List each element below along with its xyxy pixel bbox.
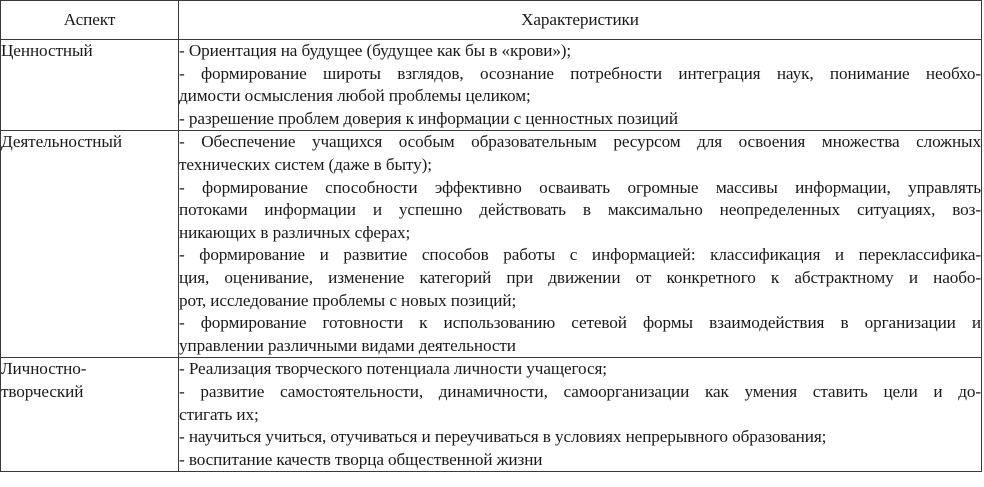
characteristic-line: - формирование широты взглядов, осознание потребности интеграция наук, понимание необхо-	[179, 63, 981, 83]
characteristic-line: - разрешение проблем доверия к информации с ценностных позиций	[179, 108, 679, 128]
characteristic-line: димости осмысления любой проблемы целиком;	[179, 86, 531, 106]
header-aspect: Аспект	[1, 1, 179, 40]
characteristic-line: технических систем (даже в быту);	[179, 154, 432, 174]
characteristic-line: никающих в различных сферах;	[179, 222, 411, 242]
characteristic-line: - формирование готовности к использованию сетевой формы взаимодействия в организации и	[179, 313, 981, 333]
aspect-cell	[1, 131, 179, 358]
table-body	[1, 40, 982, 472]
characteristics-cell	[179, 40, 982, 131]
aspect-text-line: Личностно-	[1, 359, 87, 379]
characteristic-line: - Ориентация на будущее (будущее как бы в «крови»);	[179, 41, 572, 60]
characteristic-line: - Обеспечение учащихся особым образовательным ресурсом для освоения множества сложных	[179, 132, 981, 152]
table-row	[1, 40, 982, 131]
characteristic-line: ция, оценивание, изменение категорий при движении от конкретного к абстрактному и наобо-	[179, 267, 981, 287]
characteristic-line: управлении различными видами деятельности	[179, 335, 516, 355]
characteristic-line: - Реализация творческого потенциала личности учащегося;	[179, 359, 607, 379]
header-characteristics: Характеристики	[179, 1, 982, 40]
aspect-text-line: творческий	[1, 381, 84, 401]
table-row	[1, 358, 982, 472]
table-row	[1, 131, 982, 358]
aspect-cell	[1, 40, 179, 131]
characteristic-line: - развитие самостоятельности, динамичности, самоорганизации как умения ставить цели и до-	[179, 381, 981, 401]
aspect-text-line: Ценностный	[1, 41, 93, 60]
characteristic-line: стигать их;	[179, 404, 259, 424]
header-row	[1, 1, 982, 40]
characteristics-cell	[179, 358, 982, 472]
characteristic-line: - формирование и развитие способов работы с информацией: классификация и переклассифика-	[179, 245, 981, 265]
characteristic-line: - воспитание качеств творца общественной жизни	[179, 449, 543, 469]
characteristics-cell	[179, 131, 982, 358]
characteristic-line: - формирование способности эффективно осваивать огромные массивы информации, управлять	[179, 177, 981, 197]
aspect-cell	[1, 358, 179, 472]
characteristic-line: рот, исследование проблемы с новых позиций;	[179, 290, 517, 310]
aspect-text-line: Деятельностный	[1, 132, 122, 152]
table-header	[1, 1, 982, 40]
characteristic-line: - научиться учиться, отучиваться и переучиваться в условиях непрерывного образования;	[179, 427, 827, 447]
characteristic-line: потоками информации и успешно действовать в максимально неопределенных ситуациях, воз-	[179, 200, 981, 220]
